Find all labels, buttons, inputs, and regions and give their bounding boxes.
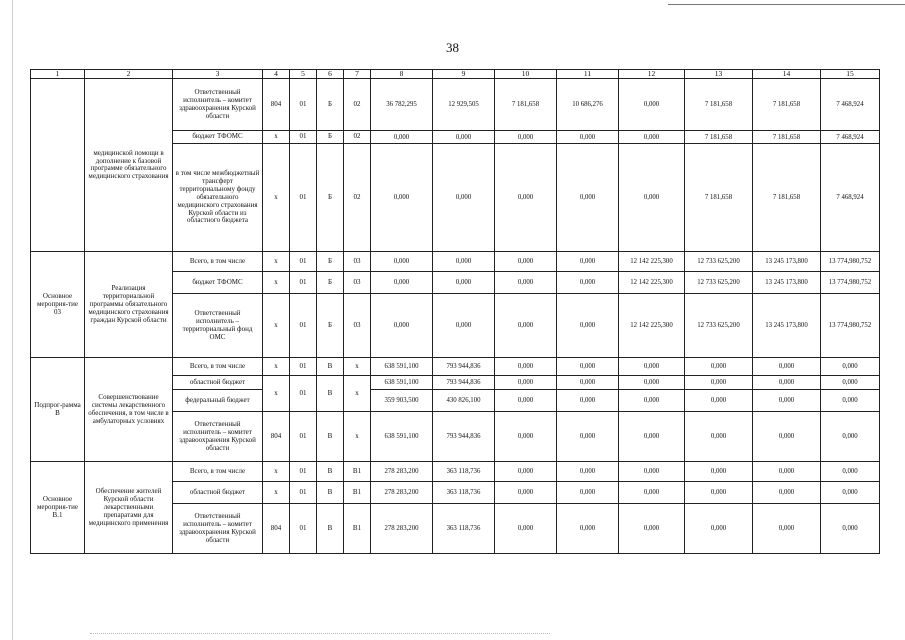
value-cell: 0,000 — [495, 462, 557, 482]
code-cell: 01 — [290, 358, 317, 376]
header-cell: 2 — [85, 70, 173, 79]
value-cell: 363 118,736 — [433, 462, 495, 482]
value-cell: 0,000 — [371, 252, 433, 272]
value-cell: 0,000 — [753, 390, 821, 412]
code-cell: 01 — [290, 412, 317, 462]
header-cell: 11 — [557, 70, 619, 79]
value-cell: 13 245 173,800 — [753, 272, 821, 294]
value-cell: 0,000 — [821, 390, 880, 412]
value-cell: 0,000 — [685, 358, 753, 376]
funding-source-cell: Всего, в том числе — [173, 252, 263, 272]
value-cell: 0,000 — [619, 504, 685, 554]
value-cell: 10 686,276 — [557, 79, 619, 131]
code-cell: 01 — [290, 504, 317, 554]
event-name-cell: Совершенствование системы лекарственного обеспечения, в том числе в амбулаторных условиях — [85, 358, 173, 462]
header-cell: 9 — [433, 70, 495, 79]
code-cell: 01 — [290, 272, 317, 294]
value-cell: 0,000 — [371, 144, 433, 252]
value-cell: 0,000 — [821, 412, 880, 462]
value-cell: 363 118,736 — [433, 482, 495, 504]
value-cell: 793 944,836 — [433, 358, 495, 376]
value-cell: 0,000 — [619, 79, 685, 131]
value-cell: 363 118,736 — [433, 504, 495, 554]
code-cell: В1 — [344, 504, 371, 554]
value-cell: 7 468,924 — [821, 131, 880, 144]
code-cell: Б — [317, 144, 344, 252]
header-cell: 6 — [317, 70, 344, 79]
value-cell: 0,000 — [753, 482, 821, 504]
value-cell: 0,000 — [685, 482, 753, 504]
code-cell: В — [317, 482, 344, 504]
value-cell: 278 283,200 — [371, 482, 433, 504]
value-cell: 0,000 — [433, 252, 495, 272]
header-cell: 4 — [263, 70, 290, 79]
value-cell: 638 591,100 — [371, 358, 433, 376]
value-cell: 278 283,200 — [371, 504, 433, 554]
value-cell: 0,000 — [433, 272, 495, 294]
funding-source-cell: федеральный бюджет — [173, 390, 263, 412]
table-row — [31, 358, 880, 376]
code-cell: В — [317, 358, 344, 376]
value-cell: 0,000 — [557, 294, 619, 358]
value-cell: 793 944,836 — [433, 412, 495, 462]
header-cell: 13 — [685, 70, 753, 79]
header-cell: 8 — [371, 70, 433, 79]
funding-source-cell: Ответственный исполнитель – комитет здравоохранения Курской области — [173, 412, 263, 462]
value-cell: 0,000 — [821, 376, 880, 390]
funding-source-cell: Ответственный исполнитель – территориальный фонд ОМС — [173, 294, 263, 358]
value-cell: 0,000 — [433, 144, 495, 252]
header-cell: 14 — [753, 70, 821, 79]
value-cell: 12 142 225,300 — [619, 294, 685, 358]
header-row — [31, 70, 880, 79]
code-cell: х — [263, 144, 290, 252]
code-cell: х — [263, 131, 290, 144]
event-name-cell: медицинской помощи в дополнение к базовой программе обязательного медицинского страхования — [85, 79, 173, 252]
value-cell: 0,000 — [685, 504, 753, 554]
code-cell: х — [344, 376, 371, 412]
value-cell: 0,000 — [619, 390, 685, 412]
value-cell: 0,000 — [753, 376, 821, 390]
value-cell: 12 733 625,200 — [685, 252, 753, 272]
code-cell: 02 — [344, 79, 371, 131]
value-cell: 0,000 — [619, 412, 685, 462]
scan-noise — [90, 630, 550, 634]
value-cell: 0,000 — [495, 358, 557, 376]
value-cell: 638 591,100 — [371, 376, 433, 390]
value-cell: 13 774,980,752 — [821, 252, 880, 272]
code-cell: Б — [317, 272, 344, 294]
funding-source-cell: Ответственный исполнитель – комитет здравоохранения Курской области — [173, 79, 263, 131]
code-cell: 804 — [263, 504, 290, 554]
value-cell: 13 774,980,752 — [821, 272, 880, 294]
value-cell: 0,000 — [371, 294, 433, 358]
value-cell: 0,000 — [495, 144, 557, 252]
value-cell: 0,000 — [753, 504, 821, 554]
header-cell: 3 — [173, 70, 263, 79]
value-cell: 7 181,658 — [685, 131, 753, 144]
funding-source-cell: Ответственный исполнитель – комитет здравоохранения Курской области — [173, 504, 263, 554]
page-number: 38 — [446, 40, 459, 55]
header-cell: 12 — [619, 70, 685, 79]
value-cell: 7 181,658 — [753, 79, 821, 131]
value-cell: 0,000 — [557, 272, 619, 294]
funding-source-cell: Всего, в том числе — [173, 462, 263, 482]
code-cell: х — [344, 358, 371, 376]
value-cell: 0,000 — [495, 252, 557, 272]
code-cell: х — [263, 462, 290, 482]
value-cell: 0,000 — [619, 482, 685, 504]
value-cell: 0,000 — [557, 482, 619, 504]
value-cell: 0,000 — [821, 504, 880, 554]
code-cell: В1 — [344, 462, 371, 482]
value-cell: 0,000 — [619, 131, 685, 144]
value-cell: 0,000 — [557, 131, 619, 144]
value-cell: 0,000 — [557, 390, 619, 412]
code-cell: 03 — [344, 294, 371, 358]
code-cell: х — [344, 412, 371, 462]
value-cell: 12 142 225,300 — [619, 272, 685, 294]
value-cell: 0,000 — [495, 272, 557, 294]
table-row — [31, 79, 880, 131]
budget-table — [30, 69, 880, 554]
value-cell: 12 733 625,200 — [685, 272, 753, 294]
code-cell: 03 — [344, 252, 371, 272]
code-cell: 804 — [263, 79, 290, 131]
value-cell: 7 468,924 — [821, 144, 880, 252]
value-cell: 0,000 — [495, 376, 557, 390]
code-cell: 03 — [344, 272, 371, 294]
value-cell: 0,000 — [495, 390, 557, 412]
value-cell: 0,000 — [557, 376, 619, 390]
value-cell: 0,000 — [619, 358, 685, 376]
value-cell: 638 591,100 — [371, 412, 433, 462]
value-cell: 0,000 — [557, 462, 619, 482]
value-cell: 0,000 — [619, 462, 685, 482]
value-cell: 793 944,836 — [433, 376, 495, 390]
code-cell: В — [317, 504, 344, 554]
code-cell: В — [317, 376, 344, 412]
code-cell: 01 — [290, 252, 317, 272]
code-cell: 01 — [290, 376, 317, 412]
event-name-cell: Обеспечение жителей Курской области лекарственными препаратами для медицинского применения — [85, 462, 173, 554]
value-cell: 278 283,200 — [371, 462, 433, 482]
code-cell: В — [317, 412, 344, 462]
code-cell: Б — [317, 294, 344, 358]
value-cell: 0,000 — [371, 131, 433, 144]
code-cell: 02 — [344, 131, 371, 144]
value-cell: 0,000 — [685, 462, 753, 482]
code-cell: 02 — [344, 144, 371, 252]
value-cell: 7 181,658 — [753, 131, 821, 144]
header-cell: 15 — [821, 70, 880, 79]
funding-source-cell: Всего, в том числе — [173, 358, 263, 376]
value-cell: 0,000 — [371, 272, 433, 294]
table-row — [31, 462, 880, 482]
group-label-cell — [31, 79, 85, 252]
code-cell: 01 — [290, 482, 317, 504]
value-cell: 13 245 173,800 — [753, 252, 821, 272]
group-label-cell: Основное мероприя-тие 03 — [31, 252, 85, 358]
code-cell: В — [317, 462, 344, 482]
value-cell: 0,000 — [557, 504, 619, 554]
value-cell: 0,000 — [433, 294, 495, 358]
code-cell: 01 — [290, 462, 317, 482]
value-cell: 0,000 — [753, 412, 821, 462]
left-scan-edge — [12, 0, 13, 640]
value-cell: 0,000 — [753, 358, 821, 376]
value-cell: 36 782,295 — [371, 79, 433, 131]
value-cell: 13 774,980,752 — [821, 294, 880, 358]
value-cell: 7 181,658 — [753, 144, 821, 252]
code-cell: х — [263, 376, 290, 412]
value-cell: 0,000 — [495, 482, 557, 504]
code-cell: х — [263, 358, 290, 376]
value-cell: 12 142 225,300 — [619, 252, 685, 272]
code-cell: 01 — [290, 131, 317, 144]
funding-source-cell: бюджет ТФОМС — [173, 272, 263, 294]
group-label-cell: Основное мероприя-тие В.1 — [31, 462, 85, 554]
funding-source-cell: в том числе межбюджетный трансферт территориальному фонду обязательного медицинского страхования Курской области из областного бюджета — [173, 144, 263, 252]
value-cell: 0,000 — [433, 131, 495, 144]
value-cell: 13 245 173,800 — [753, 294, 821, 358]
header-cell: 1 — [31, 70, 85, 79]
value-cell: 359 903,500 — [371, 390, 433, 412]
value-cell: 0,000 — [685, 376, 753, 390]
code-cell: В1 — [344, 482, 371, 504]
value-cell: 0,000 — [619, 376, 685, 390]
value-cell: 0,000 — [557, 144, 619, 252]
code-cell: х — [263, 482, 290, 504]
code-cell: 01 — [290, 294, 317, 358]
header-cell: 5 — [290, 70, 317, 79]
header-cell: 7 — [344, 70, 371, 79]
value-cell: 0,000 — [557, 252, 619, 272]
value-cell: 7 181,658 — [685, 79, 753, 131]
code-cell: х — [263, 294, 290, 358]
value-cell: 0,000 — [495, 294, 557, 358]
value-cell: 0,000 — [821, 462, 880, 482]
event-name-cell: Реализация территориальной программы обязательного медицинского страхования граждан Курской области — [85, 252, 173, 358]
value-cell: 0,000 — [495, 504, 557, 554]
funding-source-cell: бюджет ТФОМС — [173, 131, 263, 144]
value-cell: 0,000 — [685, 390, 753, 412]
value-cell: 0,000 — [557, 358, 619, 376]
value-cell: 0,000 — [557, 412, 619, 462]
code-cell: 804 — [263, 412, 290, 462]
code-cell: х — [263, 252, 290, 272]
top-rule — [668, 4, 905, 5]
funding-source-cell: областной бюджет — [173, 482, 263, 504]
code-cell: Б — [317, 252, 344, 272]
funding-source-cell: областной бюджет — [173, 376, 263, 390]
value-cell: 0,000 — [821, 358, 880, 376]
code-cell: Б — [317, 131, 344, 144]
value-cell: 0,000 — [619, 144, 685, 252]
value-cell: 0,000 — [495, 131, 557, 144]
code-cell: 01 — [290, 144, 317, 252]
code-cell: х — [263, 272, 290, 294]
value-cell: 12 929,505 — [433, 79, 495, 131]
value-cell: 7 181,658 — [685, 144, 753, 252]
header-cell: 10 — [495, 70, 557, 79]
group-label-cell: Подпрог-рамма В — [31, 358, 85, 462]
value-cell: 0,000 — [495, 412, 557, 462]
value-cell: 12 733 625,200 — [685, 294, 753, 358]
value-cell: 430 826,100 — [433, 390, 495, 412]
value-cell: 7 181,658 — [495, 79, 557, 131]
code-cell: Б — [317, 79, 344, 131]
code-cell: 01 — [290, 79, 317, 131]
value-cell: 0,000 — [821, 482, 880, 504]
value-cell: 7 468,924 — [821, 79, 880, 131]
value-cell: 0,000 — [753, 462, 821, 482]
value-cell: 0,000 — [685, 412, 753, 462]
table-row — [31, 252, 880, 272]
